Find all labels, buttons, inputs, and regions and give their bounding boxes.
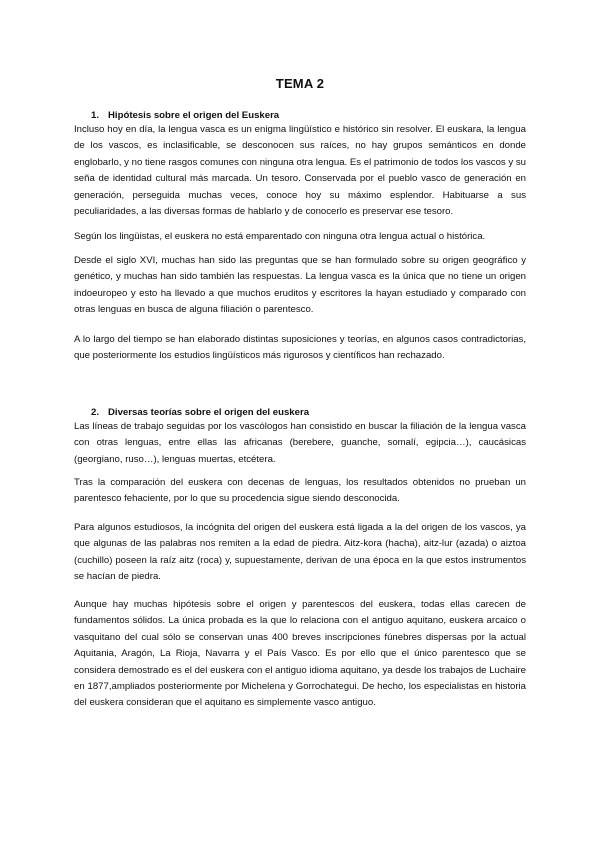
paragraph: Tras la comparación del euskera con decenas de lenguas, los resultados obtenidos no prueban un parentesco fehaciente, por lo que su procedencia sigue siendo desconocida. xyxy=(74,477,526,505)
paragraph: Según los lingüistas, el euskera no está emparentado con ninguna otra lengua actual o histórica. xyxy=(74,231,486,242)
section-heading-text: Hipótesis sobre el origen del Euskera xyxy=(108,110,280,121)
section-heading-2 xyxy=(91,406,309,419)
section-heading-1 xyxy=(91,109,279,122)
page-title: TEMA 2 xyxy=(275,76,325,91)
section-number: 2. xyxy=(91,407,100,418)
section-number: 1. xyxy=(91,110,100,121)
paragraph: Las líneas de trabajo seguidas por los vascólogos han consistido en buscar la filiación de la lengua vasca con otras lenguas, entre ellas las africanas (berebere, guanche, somalí, egipcia…), caucásicas (georgiano, ruso…), lenguas muertas, etcétera. xyxy=(74,421,526,465)
paragraph: Incluso hoy en día, la lengua vasca es un enigma lingüístico e histórico sin resolver. El euskara, la lengua de los vascos, es inclasificable, se desconocen sus raíces, no hay grupos semánticos en donde englobarlo, y no tiene rasgos comunes con ninguna otra lengua. Es el patrimonio de todos los vascos y su seña de identidad cultural más marcada. Un tesoro. Conservada por el pueblo vasco de generación en generación, perseguida muchas veces, conoce hoy su máximo esplendor. Habituarse a sus peculiaridades, a las diversas formas de hablarlo y de conocerlo es preservar ese tesoro. xyxy=(74,124,526,218)
paragraph: Aunque hay muchas hipótesis sobre el origen y parentescos del euskera, todas ellas carecen de fundamentos sólidos. La única probada es la que lo relaciona con el antiguo aquitano, euskera arcaico o vasquitano del cual sólo se conservan unas 400 breves inscripciones fúnebres dispersas por la actual Aquitania, Aragón, La Rioja, Navarra y el País Vasco. Es por ello que el único parentesco que se considera demostrado es el del euskera con el antiguo idioma aquitano, ya desde los trabajos de Luchaire en 1877,ampliados posteriormente por Michelena y Gorrochategui. De hecho, los especialistas en historia del euskera consideran que el aquitano es simplemente vasco antiguo. xyxy=(74,599,526,709)
paragraph: Para algunos estudiosos, la incógnita del origen del euskera está ligada a la del origen de los vascos, ya que algunas de las palabras nos remiten a la edad de piedra. Aitz-kora (hacha), aitz-lur (azada) o aiztoa (cuchillo) poseen la raíz aitz (roca) y, supuestamente, derivan de una época en la que estos instrumentos se hacían de piedra. xyxy=(74,522,526,583)
document-page xyxy=(74,0,526,848)
section-heading-text: Diversas teorías sobre el origen del euskera xyxy=(108,407,310,418)
paragraph: Desde el siglo XVI, muchas han sido las preguntas que se han formulado sobre su origen geográfico y genético, y muchas han sido también las respuestas. La lengua vasca es la única que no tiene un origen indoeuropeo y esto ha llevado a que muchos eruditos y escritores la hayan estudiado y comparado con otras lenguas en busca de alguna filiación o parentesco. xyxy=(74,255,526,316)
paragraph: A lo largo del tiempo se han elaborado distintas suposiciones y teorías, en algunos casos contradictorias, que posteriormente los estudios lingüísticos más rigurosos y científicos han rechazado. xyxy=(74,334,526,362)
